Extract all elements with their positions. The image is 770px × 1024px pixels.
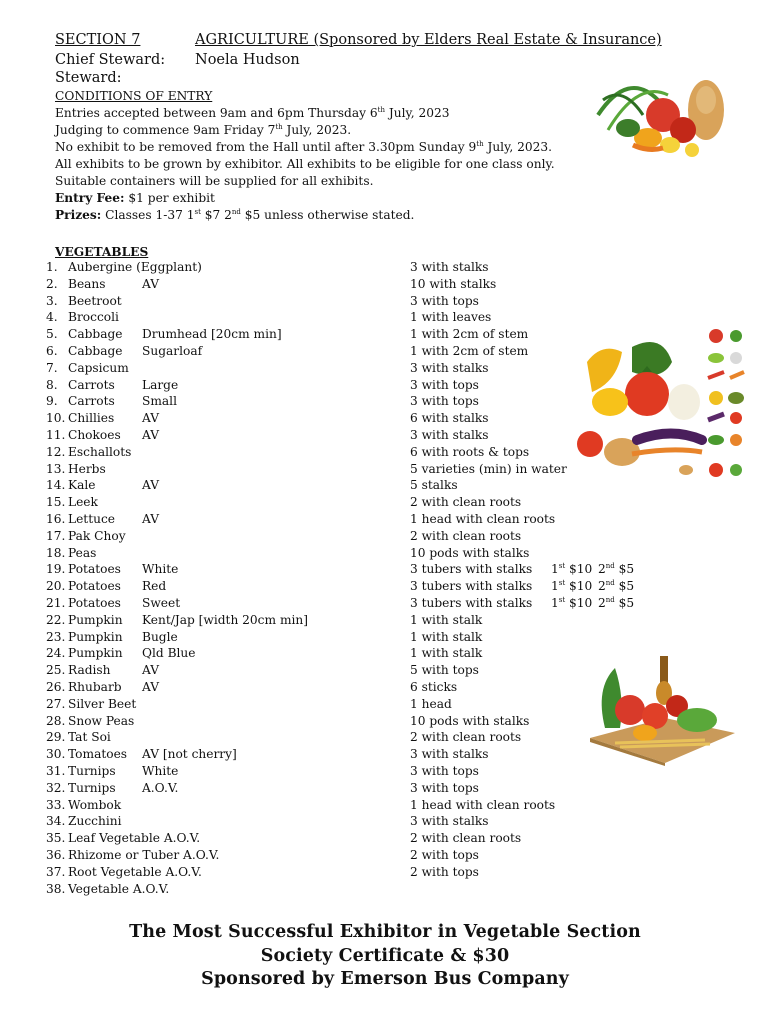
first-prize: 1st $10 — [551, 562, 593, 577]
class-number: 20. — [46, 579, 66, 594]
vegetable-class-row — [46, 714, 666, 731]
class-name: Pumpkin — [68, 612, 123, 627]
class-name: Chokoes — [68, 428, 121, 442]
class-name: Beetroot — [68, 293, 122, 308]
vegetable-class-row — [46, 596, 666, 613]
class-requirement: 2 with clean roots — [410, 730, 522, 745]
condition-grown: All exhibits to be grown by exhibitor. All exhibits to be eligible for one class only. — [55, 157, 555, 171]
class-name: Potatoes — [68, 596, 121, 610]
class-number: 8. — [46, 377, 58, 392]
class-name: Peas — [68, 545, 97, 560]
class-name: Rhizome or Tuber A.O.V. — [68, 848, 220, 862]
class-requirement: 3 tubers with stalks — [410, 562, 533, 577]
class-number: 25. — [46, 663, 66, 678]
condition-judging: Judging to commence 9am Friday 7th July, 2023. — [55, 123, 352, 137]
class-requirement: 3 with stalks — [410, 260, 489, 274]
footer-award-title: The Most Successful Exhibitor in Vegetable Section — [129, 922, 641, 942]
class-number: 33. — [46, 797, 66, 812]
class-name: Tat Soi — [68, 730, 111, 745]
class-name: Capsicum — [68, 360, 129, 375]
class-number: 17. — [46, 528, 66, 543]
class-number: 18. — [46, 545, 66, 560]
chief-steward-name: Noela Hudson — [195, 52, 300, 68]
vegetable-class-row — [46, 848, 666, 865]
class-variety: A.O.V. — [142, 780, 179, 795]
class-requirement: 3 with stalks — [410, 747, 489, 762]
second-prize: 2nd $5 — [598, 562, 635, 577]
class-requirement: 1 with stalk — [410, 612, 483, 627]
vegetable-class-row — [46, 512, 666, 529]
condition-removal: No exhibit to be removed from the Hall until after 3.30pm Sunday 9th July, 2023. — [55, 140, 552, 154]
class-requirement: 3 with stalks — [410, 814, 489, 829]
class-name: Lettuce — [68, 512, 115, 526]
class-variety: AV — [142, 411, 159, 426]
class-requirement: 2 with tops — [410, 848, 479, 862]
class-variety: AV — [142, 478, 159, 493]
class-requirement: 2 with clean roots — [410, 528, 522, 543]
vegetable-class-row — [46, 814, 666, 831]
vegetable-class-row — [46, 529, 666, 546]
section-title: AGRICULTURE (Sponsored by Elders Real Estate & Insurance) — [195, 32, 662, 48]
section-number: SECTION 7 — [55, 32, 141, 48]
class-name: Herbs — [68, 461, 106, 476]
class-name: Carrots — [68, 394, 115, 409]
class-number: 37. — [46, 864, 66, 879]
first-prize: 1st $10 — [551, 596, 593, 610]
vegetable-class-row — [46, 495, 666, 512]
class-number: 35. — [46, 831, 66, 846]
class-name: Root Vegetable A.O.V. — [68, 864, 202, 879]
vegetable-assortment-image — [572, 322, 752, 482]
vegetable-class-row — [46, 646, 666, 663]
class-number: 28. — [46, 713, 66, 728]
class-requirement: 5 stalks — [410, 478, 458, 493]
vegetable-class-row — [46, 579, 666, 596]
class-name: Rhubarb — [68, 680, 122, 694]
class-requirement: 1 with stalk — [410, 646, 483, 661]
class-number: 4. — [46, 310, 58, 325]
class-number: 7. — [46, 360, 58, 375]
class-requirement: 6 sticks — [410, 680, 458, 694]
class-requirement: 1 with 2cm of stem — [410, 344, 529, 358]
class-requirement: 3 with stalks — [410, 360, 489, 375]
class-requirement: 10 with stalks — [410, 276, 497, 291]
vegetable-class-row — [46, 798, 666, 815]
class-number: 6. — [46, 344, 58, 358]
class-name: Snow Peas — [68, 713, 135, 728]
class-requirement: 3 with tops — [410, 764, 479, 778]
class-requirement: 10 pods with stalks — [410, 545, 530, 560]
class-number: 12. — [46, 444, 66, 459]
class-number: 2. — [46, 276, 58, 291]
class-requirement: 6 with roots & tops — [410, 444, 530, 459]
class-number: 19. — [46, 562, 66, 577]
class-number: 13. — [46, 461, 66, 476]
class-name: Radish — [68, 663, 111, 678]
vegetable-class-row — [46, 697, 666, 714]
class-requirement: 10 pods with stalks — [410, 713, 530, 728]
class-number: 36. — [46, 848, 66, 862]
class-name: Beans — [68, 276, 106, 291]
class-name: Leek — [68, 495, 98, 510]
class-requirement: 1 with stalk — [410, 629, 483, 644]
class-number: 27. — [46, 696, 66, 711]
class-variety: AV — [142, 276, 159, 291]
class-variety: Kent/Jap [width 20cm min] — [142, 612, 309, 627]
class-number: 21. — [46, 596, 66, 610]
class-requirement: 3 with tops — [410, 293, 479, 308]
class-requirement: 3 with tops — [410, 377, 479, 392]
class-requirement: 1 with leaves — [410, 310, 492, 325]
class-requirement: 6 with stalks — [410, 411, 489, 426]
class-variety: Sugarloaf — [142, 344, 203, 358]
class-requirement: 1 with 2cm of stem — [410, 327, 529, 342]
class-name: Potatoes — [68, 579, 121, 594]
vegetable-class-row — [46, 831, 666, 848]
class-requirement: 2 with clean roots — [410, 831, 522, 846]
vegetable-class-row — [46, 663, 666, 680]
class-variety: AV [not cherry] — [142, 747, 237, 762]
second-prize: 2nd $5 — [598, 596, 635, 610]
class-requirement: 3 with stalks — [410, 428, 489, 442]
class-number: 1. — [46, 260, 58, 274]
class-requirement: 1 head with clean roots — [410, 797, 556, 812]
vegetable-class-row — [46, 277, 666, 294]
vegetable-class-row — [46, 764, 666, 781]
entry-fee: Entry Fee: $1 per exhibit — [55, 191, 215, 205]
vegetable-class-row — [46, 747, 666, 764]
class-variety: AV — [142, 680, 159, 694]
class-requirement: 2 with tops — [410, 864, 479, 879]
class-number: 24. — [46, 646, 66, 661]
class-name: Kale — [68, 478, 96, 493]
class-number: 16. — [46, 512, 66, 526]
vegetable-class-row — [46, 562, 666, 579]
steward-label: Steward: — [55, 70, 122, 86]
class-number: 31. — [46, 764, 66, 778]
class-number: 38. — [46, 881, 66, 896]
vegetable-class-row — [46, 781, 666, 798]
class-name: Pumpkin — [68, 646, 123, 661]
class-name: Silver Beet — [68, 696, 137, 711]
class-variety: Large — [142, 377, 179, 392]
class-number: 26. — [46, 680, 66, 694]
class-variety: Small — [142, 394, 177, 409]
class-name: Chillies — [68, 411, 115, 426]
class-name: Wombok — [68, 797, 122, 812]
vegetable-class-row — [46, 680, 666, 697]
class-number: 32. — [46, 780, 66, 795]
class-name: Tomatoes — [68, 747, 128, 762]
vegetables-heading: VEGETABLES — [55, 245, 149, 259]
class-variety: Bugle — [142, 629, 178, 644]
class-variety: AV — [142, 428, 159, 442]
class-name: Pak Choy — [68, 528, 126, 543]
vegetable-basket-image — [588, 60, 733, 160]
footer-sponsor: Sponsored by Emerson Bus Company — [201, 969, 569, 989]
class-variety: Drumhead [20cm min] — [142, 327, 282, 342]
class-name: Eschallots — [68, 444, 132, 459]
class-number: 9. — [46, 394, 58, 409]
class-name: Vegetable A.O.V. — [68, 881, 170, 896]
vegetable-class-row — [46, 730, 666, 747]
vegetable-class-row — [46, 882, 666, 899]
class-number: 30. — [46, 747, 66, 762]
chief-steward-label: Chief Steward: — [55, 52, 166, 68]
class-number: 14. — [46, 478, 66, 493]
class-number: 11. — [46, 428, 66, 442]
class-name: Broccoli — [68, 310, 119, 325]
class-name: Leaf Vegetable A.O.V. — [68, 831, 201, 846]
class-name: Potatoes — [68, 562, 121, 577]
class-requirement: 5 varieties (min) in water — [410, 461, 567, 476]
class-requirement: 2 with clean roots — [410, 495, 522, 510]
class-variety: AV — [142, 663, 159, 678]
class-name: Cabbage — [68, 344, 123, 358]
class-number: 34. — [46, 814, 66, 829]
class-variety: Qld Blue — [142, 646, 196, 661]
vegetable-crate-image — [585, 648, 737, 766]
vegetable-class-row — [46, 260, 666, 277]
class-number: 22. — [46, 612, 66, 627]
class-requirement: 1 head — [410, 696, 452, 711]
condition-entries: Entries accepted between 9am and 6pm Thursday 6th July, 2023 — [55, 106, 450, 120]
class-name: Aubergine (Eggplant) — [68, 260, 202, 274]
class-name: Turnips — [68, 764, 116, 778]
class-number: 5. — [46, 327, 58, 342]
class-number: 29. — [46, 730, 66, 745]
class-requirement: 5 with tops — [410, 663, 479, 678]
vegetable-class-row — [46, 865, 666, 882]
class-name: Cabbage — [68, 327, 123, 342]
footer-award-prize: Society Certificate & $30 — [260, 946, 510, 966]
vegetable-class-row — [46, 546, 666, 563]
conditions-heading: CONDITIONS OF ENTRY — [55, 89, 213, 103]
vegetable-class-row — [46, 294, 666, 311]
class-variety: Red — [142, 579, 167, 594]
class-requirement: 3 tubers with stalks — [410, 596, 533, 610]
class-number: 3. — [46, 293, 58, 308]
class-name: Turnips — [68, 780, 116, 795]
class-name: Carrots — [68, 377, 115, 392]
class-name: Pumpkin — [68, 629, 123, 644]
condition-containers: Suitable containers will be supplied for all exhibits. — [55, 174, 374, 188]
class-requirement: 1 head with clean roots — [410, 512, 556, 526]
first-prize: 1st $10 — [551, 579, 593, 594]
class-name: Zucchini — [68, 814, 122, 829]
class-number: 10. — [46, 411, 66, 426]
class-requirement: 3 with tops — [410, 780, 479, 795]
class-variety: White — [142, 764, 179, 778]
prizes: Prizes: Classes 1-37 1st $7 2nd $5 unless otherwise stated. — [55, 208, 415, 222]
vegetable-class-row — [46, 630, 666, 647]
class-number: 15. — [46, 495, 66, 510]
class-variety: AV — [142, 512, 159, 526]
second-prize: 2nd $5 — [598, 579, 635, 594]
class-requirement: 3 with tops — [410, 394, 479, 409]
class-variety: White — [142, 562, 179, 577]
class-requirement: 3 tubers with stalks — [410, 579, 533, 594]
vegetable-class-row — [46, 613, 666, 630]
class-variety: Sweet — [142, 596, 181, 610]
class-number: 23. — [46, 629, 66, 644]
